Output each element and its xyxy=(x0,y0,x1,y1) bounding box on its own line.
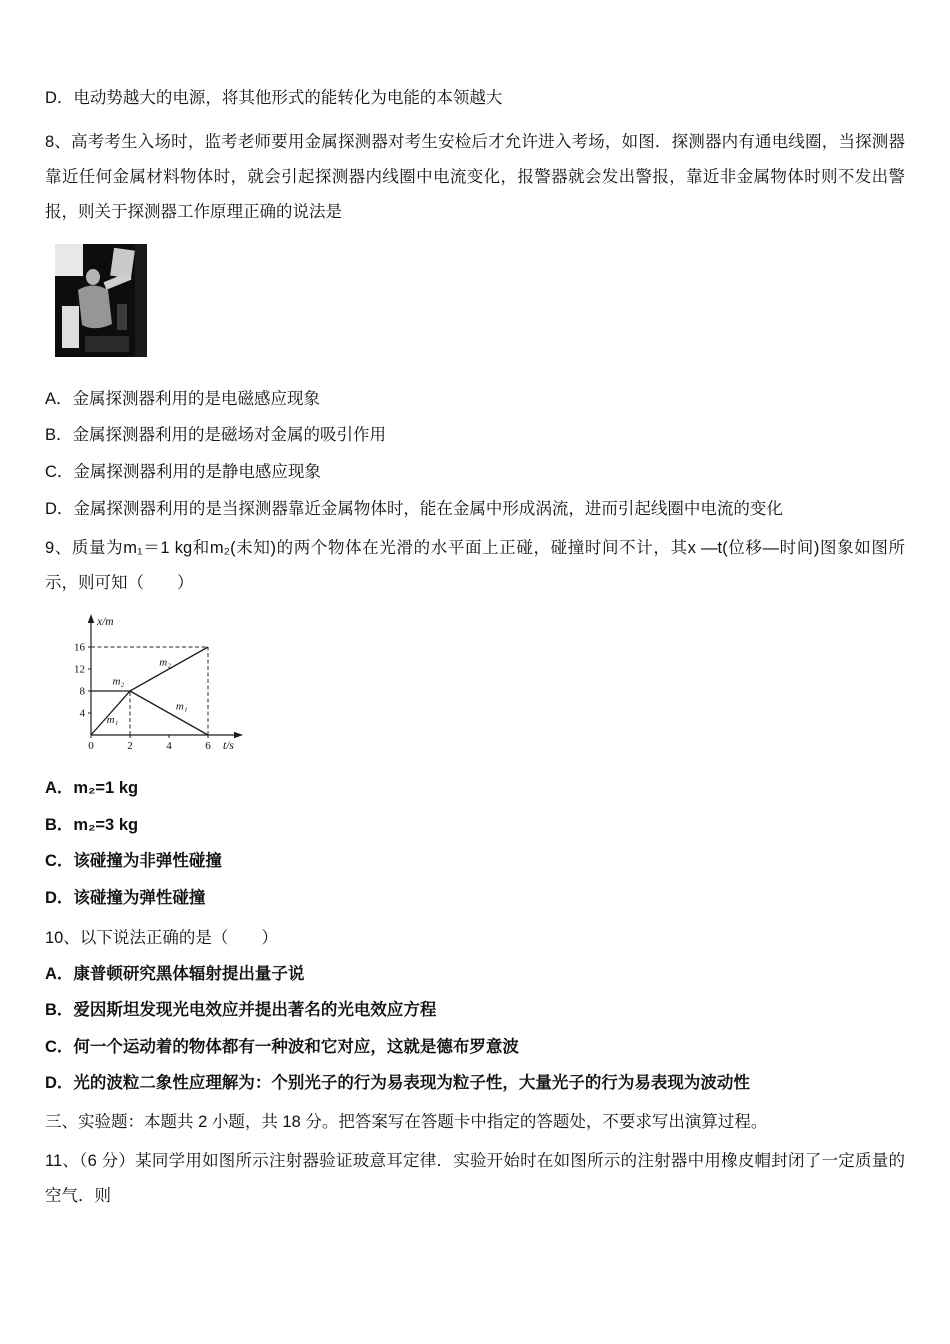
q10-option-d: D．光的波粒二象性应理解为：个别光子的行为易表现为粒子性，大量光子的行为易表现为波动性 xyxy=(45,1074,750,1093)
y-tick-label: 12 xyxy=(74,663,85,676)
y-tick-label: 8 xyxy=(79,685,85,698)
x-tick-label: 2 xyxy=(127,740,133,753)
x-axis-arrow-icon xyxy=(234,732,243,738)
graph-x-axis-label: t/s xyxy=(223,740,234,753)
q10-option-b: B．爱因斯坦发现光电效应并提出著名的光电效应方程 xyxy=(45,1001,437,1020)
q10-option-a: A．康普顿研究黑体辐射提出量子说 xyxy=(45,964,305,983)
q8-option-b: B．金属探测器利用的是磁场对金属的吸引作用 xyxy=(45,426,387,445)
graph-series-line-m2 xyxy=(91,647,208,691)
y-axis-arrow-icon xyxy=(88,614,94,623)
q9-option-c: C．该碰撞为非弹性碰撞 xyxy=(45,852,222,871)
q10-option-c: C．何一个运动着的物体都有一种波和它对应，这就是德布罗意波 xyxy=(45,1037,519,1056)
graph-series-label-m2: m₂ xyxy=(112,675,125,688)
xt-graph-svg xyxy=(57,609,257,759)
q9-option-b: B．m₂=3 kg xyxy=(45,815,139,834)
metal-detector-photo-image xyxy=(55,244,147,357)
q8-option-c: C．金属探测器利用的是静电感应现象 xyxy=(45,462,321,481)
graph-series-label-m2: m₂ xyxy=(159,656,172,669)
metal-detector-photo xyxy=(55,244,147,357)
q9-displacement-time-graph xyxy=(57,609,905,764)
graph-y-axis-label: x/m xyxy=(97,616,114,629)
q9-option-a: A．m₂=1 kg xyxy=(45,779,139,798)
y-tick-label: 4 xyxy=(79,707,85,720)
q10-stem: 10、以下说法正确的是（ ） xyxy=(45,928,278,947)
section-3-header: 三、实验题：本题共 2 小题，共 18 分。把答案写在答题卡中指定的答题处，不要求写出演算过程。 xyxy=(45,1113,768,1132)
x-tick-label: 0 xyxy=(88,740,94,753)
graph-series-label-m1: m₁ xyxy=(106,713,119,726)
x-tick-label: 6 xyxy=(205,740,211,753)
y-tick-label: 16 xyxy=(74,641,85,654)
q8-option-d: D．金属探测器利用的是当探测器靠近金属物体时，能在金属中形成涡流，进而引起线圈中电流的变化 xyxy=(45,499,783,518)
q8-option-a: A．金属探测器利用的是电磁感应现象 xyxy=(45,389,321,408)
x-tick-label: 4 xyxy=(166,740,172,753)
q8-stem: 8、高考考生入场时，监考老师要用金属探测器对考生安检后才允许进入考场，如图．探测器内有通电线圈，当探测器靠近任何金属材料物体时，就会引起探测器内线圈中电流变化，报警器就会发出警报，靠近非金属物体时则不发出警报，则关于探测器工作原理正确的说法是 xyxy=(45,132,905,221)
q11-stem: 11、（6 分）某同学用如图所示注射器验证玻意耳定律．实验开始时在如图所示的注射器中用橡皮帽封闭了一定质量的空气．则 xyxy=(45,1152,905,1206)
q9-stem: 9、质量为m₁＝1 kg和m₂(未知)的两个物体在光滑的水平面上正碰，碰撞时间不计，其x —t(位移—时间)图象如图所示，则可知（ ） xyxy=(45,539,905,593)
q9-option-d: D．该碰撞为弹性碰撞 xyxy=(45,888,206,907)
graph-series-label-m1: m₁ xyxy=(175,700,188,713)
q7-option-d: D．电动势越大的电源，将其他形式的能转化为电能的本领越大 xyxy=(45,89,503,107)
